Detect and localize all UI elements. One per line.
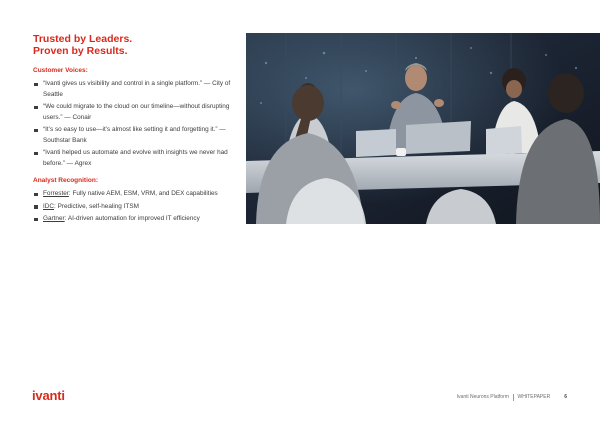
meeting-photo xyxy=(246,33,600,224)
page-headline xyxy=(33,33,233,57)
headline-line-1: Trusted by Leaders. xyxy=(33,33,133,45)
analyst-link-forrester[interactable]: Forrester xyxy=(43,190,69,197)
list-item: “It’s so easy to use—it’s almost like setting it and forgetting it.” — Southstar Bank xyxy=(33,125,233,146)
ivanti-logo: ivanti xyxy=(32,388,65,403)
analyst-text: : Fully native AEM, ESM, VRM, and DEX capabilities xyxy=(68,190,218,197)
analyst-link-idc[interactable]: IDC xyxy=(43,202,55,210)
headline-line-2: Proven by Results. xyxy=(33,45,128,57)
analyst-recognition-list xyxy=(33,189,233,225)
list-item xyxy=(33,202,233,213)
list-item xyxy=(33,189,233,200)
list-item: “Ivanti gives us visibility and control in a single platform.” — City of Seattle xyxy=(33,79,233,100)
analyst-text: : AI-driven automation for improved IT efficiency xyxy=(64,215,200,222)
footer-divider xyxy=(513,394,514,401)
customer-voices-heading: Customer Voices: xyxy=(33,67,88,74)
analyst-link-gartner[interactable]: Gartner xyxy=(43,215,65,222)
meeting-photo-illustration xyxy=(246,33,600,224)
list-item xyxy=(33,214,233,225)
footer-product: Ivanti Neurons Platform xyxy=(456,394,509,400)
page-footer xyxy=(457,394,567,401)
list-item: “Ivanti helped us automate and evolve with insights we never had before.” — Agrex xyxy=(33,148,233,169)
analyst-recognition-heading: Analyst Recognition: xyxy=(33,177,99,184)
list-item: “We could migrate to the cloud on our timeline—without disrupting users.” — Conair xyxy=(33,102,233,123)
customer-voices-list xyxy=(33,79,233,169)
analyst-text: : Predictive, self-healing ITSM xyxy=(54,202,139,210)
content-column xyxy=(33,33,233,227)
footer-doc-type: WHITEPAPER xyxy=(517,394,551,400)
page-number: 6 xyxy=(564,394,567,400)
